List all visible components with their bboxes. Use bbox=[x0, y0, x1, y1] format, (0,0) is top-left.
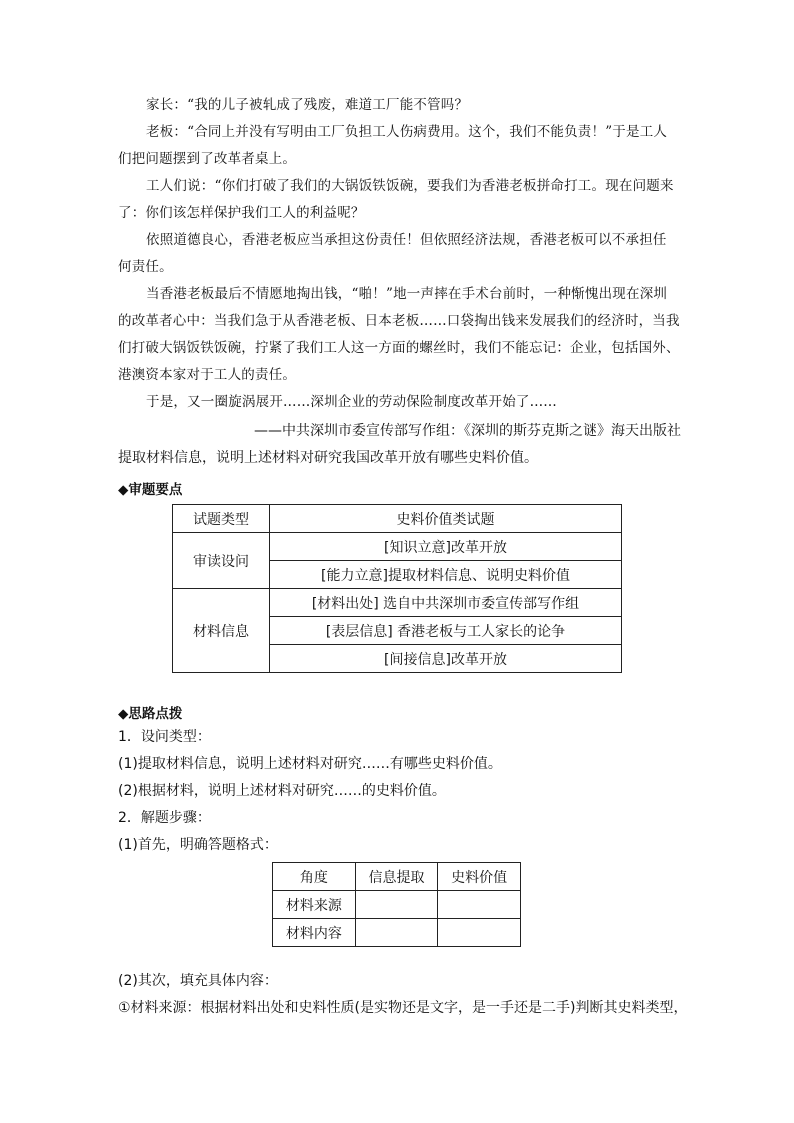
table-cell-label: 材料信息 bbox=[173, 589, 270, 673]
table-empty-cell bbox=[438, 891, 521, 919]
table-row bbox=[273, 919, 521, 947]
table-header-cell: 角度 bbox=[273, 863, 356, 891]
table-row bbox=[273, 891, 521, 919]
table-row bbox=[173, 533, 622, 561]
step-1a: (1)提取材料信息，说明上述材料对研究……有哪些史料价值。 bbox=[118, 756, 502, 772]
step-2-heading: 2．解题步骤： bbox=[118, 810, 211, 826]
step-1-heading: 1．设问类型： bbox=[118, 729, 211, 745]
table-row-label: 材料内容 bbox=[273, 919, 356, 947]
table-cell-value: [能力立意]提取材料信息、说明史料价值 bbox=[270, 561, 622, 589]
table-cell-value: [知识立意]改革开放 bbox=[270, 533, 622, 561]
step-1b: (2)根据材料，说明上述材料对研究……的史料价值。 bbox=[118, 783, 446, 799]
table-cell-label: 试题类型 bbox=[173, 505, 270, 533]
material-source: ——中共深圳市委宣传部写作组：《深圳的斯芬克斯之谜》海天出版社 bbox=[254, 423, 681, 439]
table-cell-label: 审读设问 bbox=[173, 533, 270, 589]
table-cell-value: 史料价值类试题 bbox=[270, 505, 622, 533]
table-cell-value: [表层信息] 香港老板与工人家长的论争 bbox=[270, 617, 622, 645]
material-paragraph-1: 家长：“我的儿子被轧成了残废，难道工厂能不管吗？ bbox=[146, 97, 469, 113]
material-paragraph-3: 工人们说：“你们打破了我们的大锅饭铁饭碗，要我们为香港老板拼命打工。现在问题来了：你们该怎样保护我们工人的利益呢？ bbox=[118, 178, 674, 221]
table-empty-cell bbox=[355, 891, 438, 919]
step-2b: (2)其次，填充具体内容： bbox=[118, 973, 278, 989]
review-points-table bbox=[172, 504, 622, 673]
table-row bbox=[173, 589, 622, 617]
table-empty-cell bbox=[355, 919, 438, 947]
table-header-cell: 信息提取 bbox=[355, 863, 438, 891]
table-cell-value: [材料出处] 选自中共深圳市委宣传部写作组 bbox=[270, 589, 622, 617]
table-header-row bbox=[273, 863, 521, 891]
table-cell-value: [间接信息]改革开放 bbox=[270, 645, 622, 673]
table-header-cell: 史料价值 bbox=[438, 863, 521, 891]
answer-format-table bbox=[272, 862, 521, 947]
material-paragraph-2: 老板：“合同上并没有写明由工厂负担工人伤病费用。这个，我们不能负责！”于是工人们把问题摆到了改革者桌上。 bbox=[118, 124, 668, 167]
material-paragraph-5: 当香港老板最后不情愿地掏出钱，“啪！”地一声摔在手术台前时，一种惭愧出现在深圳的改革者心中：当我们急于从香港老板、日本老板……口袋掏出钱来发展我们的经济时，当我们打破大锅饭铁饭碗，拧紧了我们工人这一方面的螺丝时，我们不能忘记：企业，包括国外、港澳资本家对于工人的责任。 bbox=[118, 286, 680, 383]
table-row-label: 材料来源 bbox=[273, 891, 356, 919]
section-title-review-points: ◆审题要点 bbox=[118, 482, 183, 498]
step-2c: ①材料来源：根据材料出处和史料性质(是实物还是文字，是一手还是二手)判断其史料类型， bbox=[118, 1000, 688, 1016]
table-empty-cell bbox=[438, 919, 521, 947]
material-paragraph-6: 于是，又一圈旋涡展开……深圳企业的劳动保险制度改革开始了…… bbox=[146, 394, 557, 410]
question-text: 提取材料信息，说明上述材料对研究我国改革开放有哪些史料价值。 bbox=[118, 450, 538, 466]
material-paragraph-4: 依照道德良心，香港老板应当承担这份责任！但依照经济法规，香港老板可以不承担任何责任。 bbox=[118, 232, 667, 275]
step-2a: (1)首先，明确答题格式： bbox=[118, 837, 278, 853]
table-row bbox=[173, 505, 622, 533]
section-title-thinking-tips: ◆思路点拨 bbox=[118, 706, 183, 722]
